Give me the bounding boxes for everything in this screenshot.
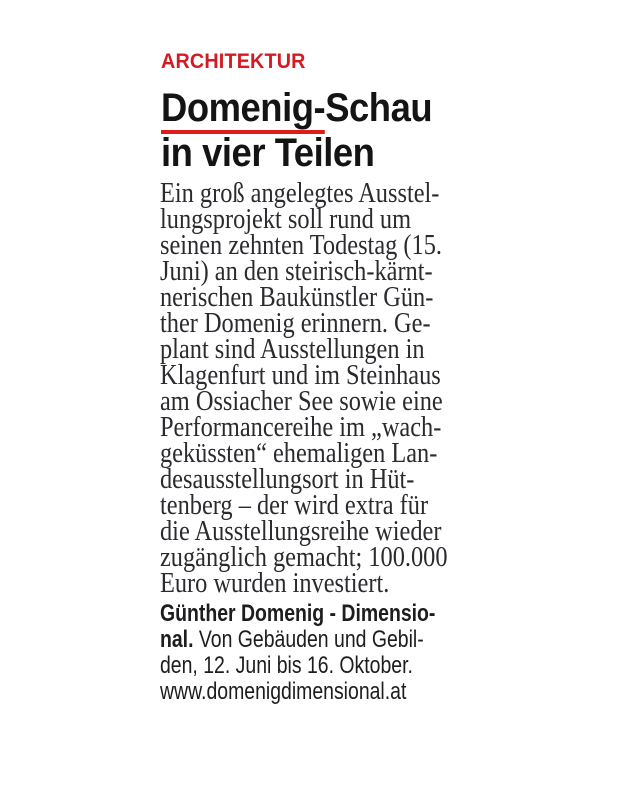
headline-line-1 [161,86,432,131]
body-line: ther Domenig erinnern. Ge- [160,308,431,339]
body-line: Ein groß angelegtes Ausstel- [160,178,440,209]
body-line: Euro wurden investiert. [160,568,390,599]
body-line: die Ausstellungsreihe wieder [160,516,442,547]
headline-underlined-word: Domenig- [161,86,325,134]
footer-dates: den, 12. Juni bis 16. Oktober. [160,652,413,679]
body-line: Performancereihe im „wach- [160,412,442,443]
footer-exhibition-title-line-1: Günther Domenig - Dimensio- [160,600,436,627]
footer-subtitle: Von Gebäuden und Gebil- [193,626,424,653]
body-line: tenberg – der wird extra für [160,490,429,521]
article-footer [160,601,435,705]
body-line: nerischen Baukünstler Gün- [160,282,434,313]
body-line: geküssten“ ehemaligen Lan- [160,438,438,469]
footer-exhibition-title-line-2: nal. [160,626,194,653]
body-line: Klagenfurt und im Steinhaus [160,360,441,391]
article-headline [161,86,432,176]
footer-line-2 [160,627,435,653]
body-line: am Ossiacher See sowie eine [160,386,443,417]
article-body [160,178,448,599]
article-kicker: ARCHITEKTUR [161,50,306,73]
headline-line-1-rest: Schau [325,86,433,130]
body-line: seinen zehnten Todestag (15. [160,230,442,261]
body-line: Juni) an den steirisch-kärnt- [160,256,433,287]
body-line: desausstellungsort in Hüt- [160,464,415,495]
website-url: www.domenigdimensional.at [160,678,407,705]
body-line: plant sind Ausstellungen in [160,334,425,365]
body-line: lungsprojekt soll rund um [160,204,412,235]
headline-line-2: in vier Teilen [161,131,375,175]
body-line: zugänglich gemacht; 100.000 [160,542,448,573]
